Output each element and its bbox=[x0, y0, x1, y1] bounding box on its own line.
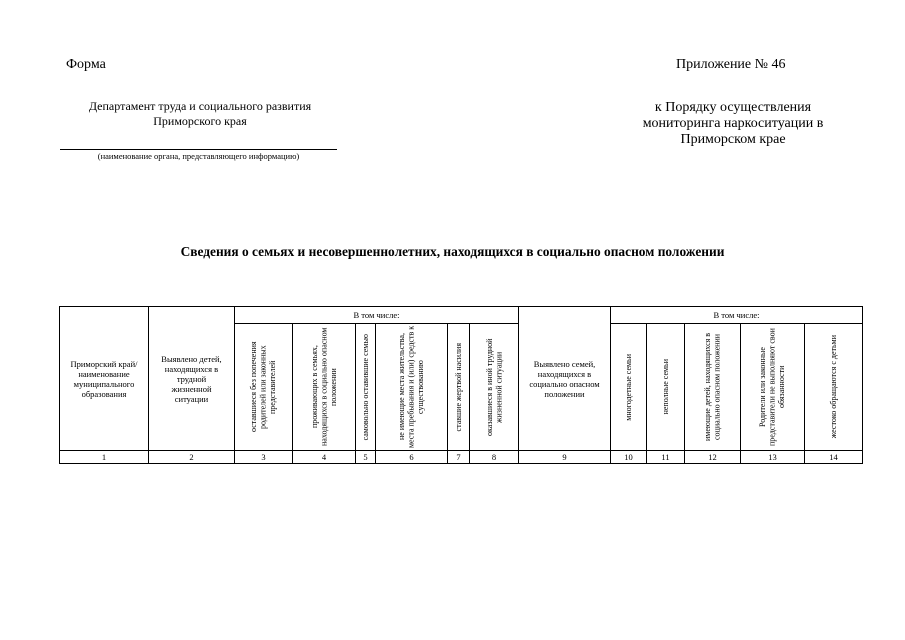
group-header-children: В том числе: bbox=[235, 307, 519, 324]
form-label: Форма bbox=[66, 57, 106, 72]
header-without-parental-care-text: оставшиеся без попечения родителей или законных представителей bbox=[249, 341, 278, 433]
header-violence-victims bbox=[448, 324, 470, 451]
header-single-parent-families bbox=[647, 324, 685, 451]
header-children-identified-text: Выявлено детей, находящихся в трудной жизненной ситуации bbox=[161, 353, 222, 404]
header-parents-neglect-duties bbox=[741, 324, 805, 451]
header-other-difficult-situation bbox=[470, 324, 519, 451]
header-children-identified bbox=[149, 307, 235, 451]
header-without-parental-care bbox=[235, 324, 293, 451]
header-families-with-endangered-children-text: имеющие детей, находящихся в социально опасном положении bbox=[703, 332, 722, 442]
header-violence-victims-text: ставшие жертвой насилия bbox=[453, 342, 463, 432]
column-number: 8 bbox=[470, 451, 519, 464]
column-number: 14 bbox=[805, 451, 863, 464]
column-number: 10 bbox=[611, 451, 647, 464]
header-in-dangerous-families-text: проживающих в семьях, находящихся в социально опасном положении bbox=[309, 327, 338, 447]
order-line-1: к Порядку осуществления bbox=[654, 100, 812, 115]
document-title: Сведения о семьях и несовершеннолетних, находящихся в социально опасном положении bbox=[180, 244, 725, 259]
header-in-dangerous-families bbox=[293, 324, 356, 451]
column-number: 9 bbox=[519, 451, 611, 464]
signature-line bbox=[60, 149, 337, 150]
column-number: 11 bbox=[647, 451, 685, 464]
department-line-1: Департамент труда и социального развития bbox=[88, 99, 312, 113]
column-number: 3 bbox=[235, 451, 293, 464]
column-number: 7 bbox=[448, 451, 470, 464]
order-line-3: Приморском крае bbox=[680, 132, 786, 147]
header-large-families-text: многодетные семьи bbox=[623, 353, 633, 421]
column-number: 12 bbox=[685, 451, 741, 464]
header-child-abuse bbox=[805, 324, 863, 451]
report-table bbox=[59, 306, 863, 464]
department-line-2: Приморского края bbox=[153, 114, 247, 128]
header-families-identified-text: Выявлено семей, находящихся в социально опасном положении bbox=[529, 358, 600, 399]
header-region-text: Приморский край/ наименование муниципального образования bbox=[70, 358, 138, 399]
appendix-label: Приложение № 46 bbox=[676, 57, 786, 72]
header-families-identified bbox=[519, 307, 611, 451]
column-number: 2 bbox=[149, 451, 235, 464]
header-region bbox=[60, 307, 149, 451]
column-number: 4 bbox=[293, 451, 356, 464]
order-reference bbox=[608, 100, 858, 148]
header-families-with-endangered-children bbox=[685, 324, 741, 451]
header-homeless-text: не имеющие места жительства, места пребывания и (или) средств к существованию bbox=[397, 325, 426, 449]
header-other-difficult-situation-text: оказавшиеся в иной трудной жизненной ситуации bbox=[484, 338, 503, 436]
header-runaways-text: самовольно оставившие семью bbox=[360, 333, 370, 441]
signature-caption: (наименование органа, представляющего информацию) bbox=[97, 151, 300, 161]
header-child-abuse-text: жестоко обращаются с детьми bbox=[828, 335, 838, 439]
department-name bbox=[60, 99, 340, 129]
header-runaways bbox=[356, 324, 376, 451]
column-number: 6 bbox=[376, 451, 448, 464]
header-parents-neglect-duties-text: Родители или законные представители не выполняют свои обязанности bbox=[758, 328, 787, 446]
column-number-row bbox=[60, 451, 863, 464]
column-number: 5 bbox=[356, 451, 376, 464]
header-large-families bbox=[611, 324, 647, 451]
column-number: 1 bbox=[60, 451, 149, 464]
header-single-parent-families-text: неполные семьи bbox=[660, 359, 670, 415]
order-line-2: мониторинга наркоситуации в bbox=[642, 116, 824, 131]
header-homeless bbox=[376, 324, 448, 451]
column-number: 13 bbox=[741, 451, 805, 464]
group-header-families: В том числе: bbox=[611, 307, 863, 324]
